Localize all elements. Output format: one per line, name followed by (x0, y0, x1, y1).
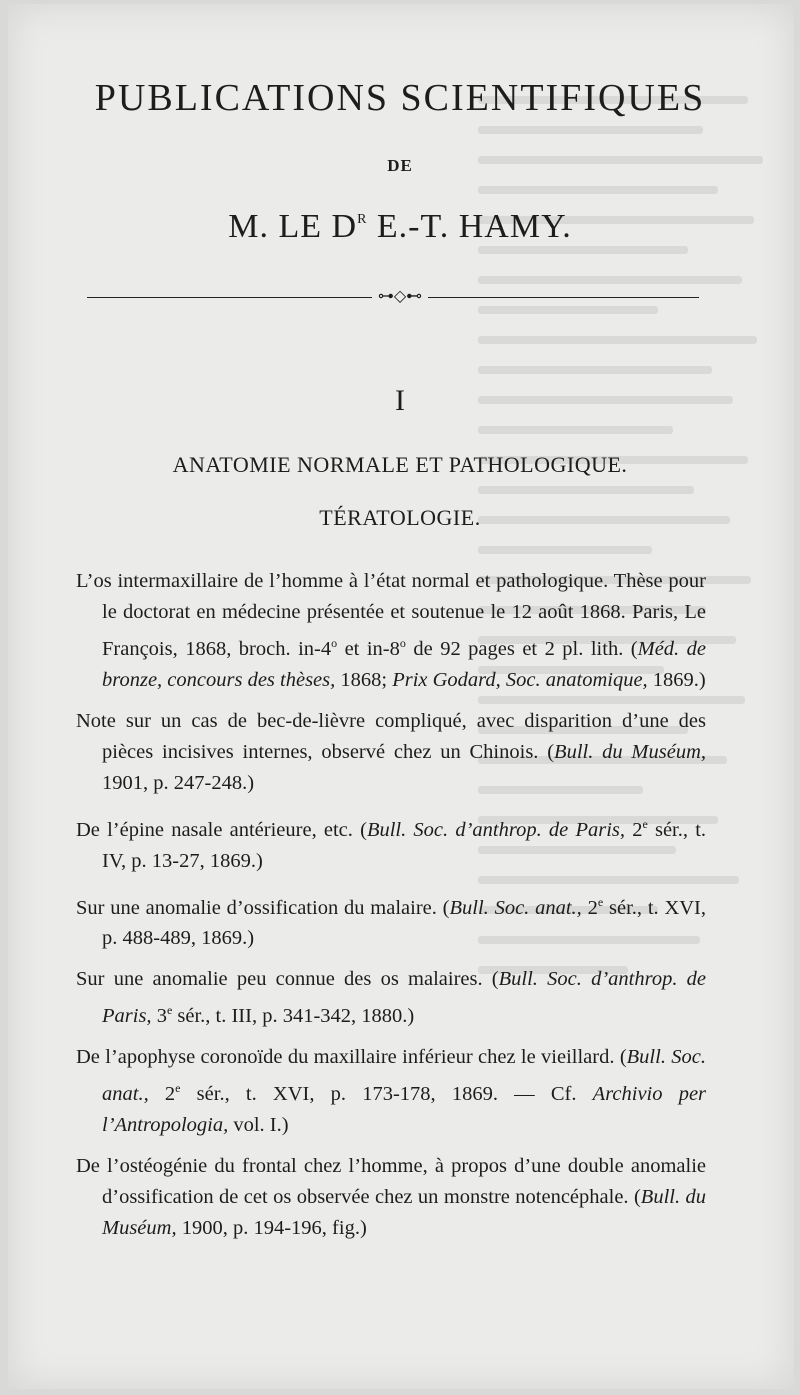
bibliography-entry: Note sur un cas de bec-de-lièvre compliqué, avec disparition d’une des pièces incisives internes, observé chez un Chinois. (Bull. du Muséum, 1901, p. 247-248.) (76, 709, 706, 794)
author-name: E.-T. HAMY. (367, 208, 572, 245)
title-de: DE (387, 156, 413, 175)
ornament-glyph: ⊶◇⊷ (372, 288, 428, 305)
bibliography-entry: De l’épine nasale antérieure, etc. (Bull. Soc. d’anthrop. de Paris, 2e sér., t. IV, p. 13-27, 1869.) (76, 816, 707, 872)
section-subheading: TÉRATOLOGIE. (319, 505, 481, 530)
author-superscript: R (357, 212, 368, 227)
bibliography-entry: L’os intermaxillaire de l’homme à l’état normal et pathologique. Thèse pour le doctorat en médecine présentée et soutenue le 12 août 1868. Paris, Le François, 1868, broch. in-4$^o$ et in-8$^o$ de 92 pages et 2 pl. lith. (Méd. de bronze, concours des thèses, 1868; Prix Godard, Soc. anatomique, 1869.) (76, 570, 707, 691)
bibliography-entry: De l’ostéogénie du frontal chez l’homme, à propos d’une double anomalie d’ossification de cet os observée chez un monstre notencéphale. (Bull. du Muséum, 1900, p. 194-196, fig.) (76, 1155, 706, 1240)
bibliography-entry: Sur une anomalie peu connue des os malaires. (Bull. Soc. d’anthrop. de Paris, 3e sér., t. III, p. 341-342, 1880.) (76, 968, 706, 1028)
author-prefix: M. LE D (228, 208, 358, 245)
section-heading: ANATOMIE NORMALE ET PATHOLOGIQUE. (172, 452, 628, 477)
divider-ornament (0, 286, 800, 306)
bibliography-entry: Sur une anomalie d’ossification du malaire. (Bull. Soc. anat., 2e sér., t. XVI, p. 488-489, 1869.) (76, 894, 707, 950)
bibliography-entry: De l’apophyse coronoïde du maxillaire inférieur chez le vieillard. (Bull. Soc. anat., 2e sér., t. XVI, p. 173-178, 1869. — Cf. Archivio per l’Antropologia, vol. I.) (76, 1046, 707, 1137)
section-numeral: I (395, 384, 405, 417)
author-line (0, 208, 800, 246)
bibliography-list (76, 566, 706, 1254)
page-title: PUBLICATIONS SCIENTIFIQUES (94, 77, 706, 119)
